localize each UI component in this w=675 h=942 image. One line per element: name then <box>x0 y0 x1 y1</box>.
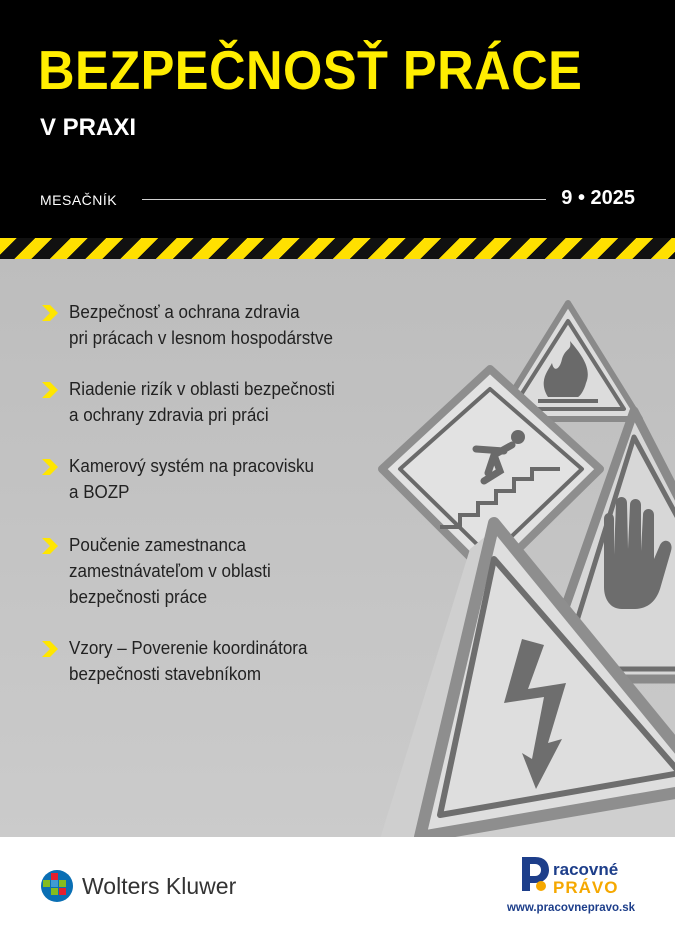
toc-item <box>40 635 370 687</box>
toc-item-text: Kamerový systém na pracovisku a BOZP <box>69 455 314 502</box>
header-divider <box>142 199 546 200</box>
brand-website: www.pracovnepravo.sk <box>506 902 635 914</box>
publisher-name: Wolters Kluwer <box>82 872 237 899</box>
hazard-stripe <box>0 238 675 259</box>
pracovne-pravo-logo <box>495 851 635 921</box>
toc-item-text: Bezpečnosť a ochrana zdravia pri prácach v lesnom hospodárstve <box>69 301 333 348</box>
magazine-title: BEZPEČNOSŤ PRÁCE <box>38 39 583 101</box>
toc-item <box>40 376 370 428</box>
toc-item <box>40 299 370 351</box>
toc-item-text: Riadenie rizík v oblasti bezpečnosti a ochrany zdravia pri práci <box>69 378 335 425</box>
toc-item <box>40 532 370 610</box>
magazine-subtitle: V PRAXI <box>40 114 137 141</box>
toc-item <box>40 453 370 505</box>
publisher-logo <box>40 869 236 903</box>
chevron-right-icon <box>40 639 60 659</box>
chevron-right-icon <box>40 457 60 477</box>
pracovne-pravo-p-icon <box>517 853 551 893</box>
frequency-label: MESAČNÍK <box>40 192 118 208</box>
masthead <box>0 0 675 238</box>
brand-name-line2: PRÁVO <box>553 878 619 897</box>
brand-name-line1: racovné <box>553 860 619 879</box>
table-of-contents <box>40 299 370 712</box>
issue-number: 9 • 2025 <box>561 187 635 209</box>
chevron-right-icon <box>40 536 60 556</box>
cover-illustration-area <box>0 259 675 837</box>
chevron-right-icon <box>40 380 60 400</box>
wolters-kluwer-logo-icon <box>40 869 74 903</box>
toc-item-text: Poučenie zamestnanca zamestnávateľom v oblasti bezpečnosti práce <box>69 534 271 607</box>
chevron-right-icon <box>40 303 60 323</box>
toc-item-text: Vzory – Poverenie koordinátora bezpečnosti stavebníkom <box>69 637 308 684</box>
cover-footer <box>0 837 675 942</box>
